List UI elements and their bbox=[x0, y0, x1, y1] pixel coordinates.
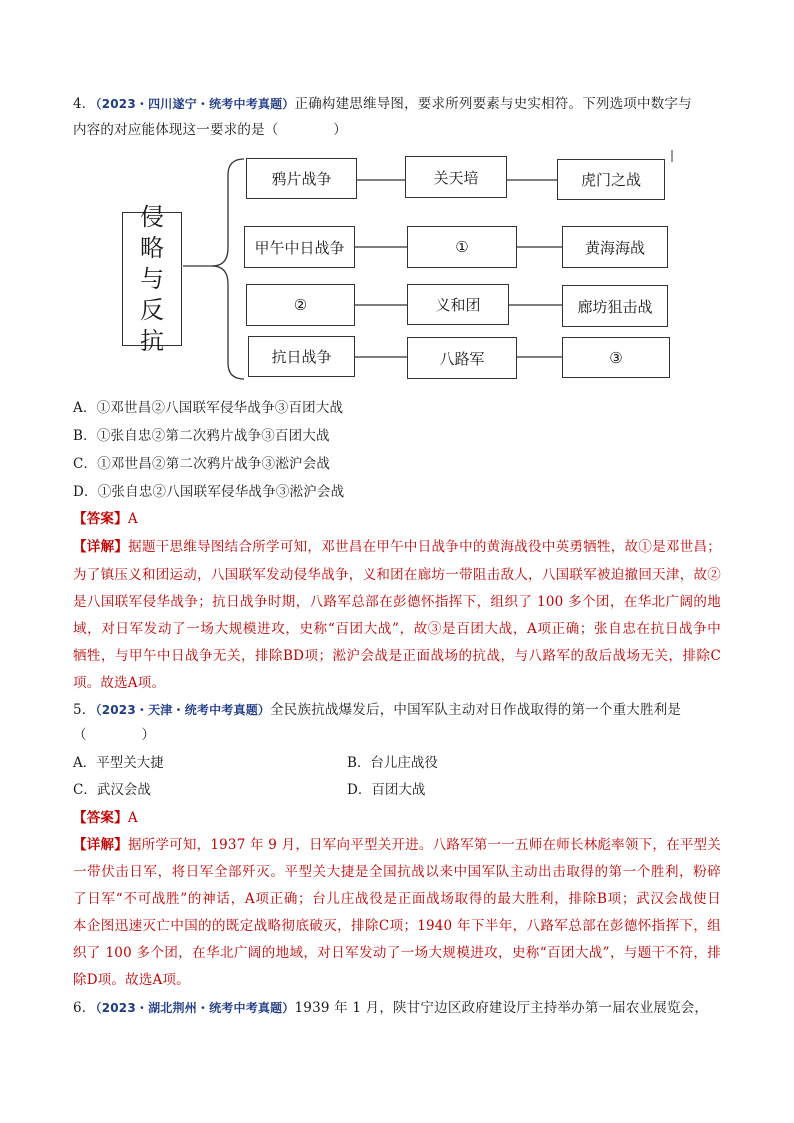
node-sino-japanese-war: 甲午中日战争 bbox=[244, 226, 355, 268]
node-blank-1: ① bbox=[407, 226, 517, 268]
q5-option-d: D．百团大战 bbox=[347, 782, 426, 798]
answer-label: 【答案】 bbox=[73, 810, 128, 826]
q4-option-d: D．①张自忠②八国联军侵华战争③淞沪会战 bbox=[73, 484, 345, 500]
q5-stem-line2: （ ） bbox=[73, 727, 156, 743]
q6-stem-text1: 1939 年 1 月，陕甘宁边区政府建设厅主持举办第一届农业展览会， bbox=[294, 1000, 709, 1016]
q5-detail-line: 本企图迅速灭亡中国的的既定战略彻底破灭，排除C项；1940 年下半年，八路军总部在彭德怀指挥下，组 bbox=[73, 918, 721, 934]
q5-option-b: B．台儿庄战役 bbox=[347, 755, 438, 771]
q4-answer bbox=[73, 509, 138, 529]
q4-detail-line: 牺牲，与甲午中日战争无关，排除BD项；淞沪会战是正面战场的抗战，与八路军的敌后战场无关，排除C bbox=[73, 648, 721, 664]
q4-detail-line bbox=[73, 537, 721, 557]
q4-stem-text1: 正确构建思维导图，要求所列要素与史实相符。下列选项中数字与 bbox=[294, 96, 692, 112]
node-boxers: 义和团 bbox=[407, 284, 509, 325]
detail-text: 据所学可知，1937 年 9 月，日军向平型关开进。八路军第一一五师在师长林彪率领下，在平型关 bbox=[127, 837, 721, 853]
answer-label: 【答案】 bbox=[73, 511, 128, 527]
q5-detail-line bbox=[73, 835, 721, 855]
answer-value: A bbox=[127, 810, 138, 826]
q4-stem-line1 bbox=[73, 94, 692, 114]
q5-detail-line: 织了 100 多个团，在华北广阔的地域，对日军发动了一场大规模进攻，史称“百团大战”，与题干不符，排 bbox=[73, 945, 721, 961]
mind-map-root bbox=[122, 202, 182, 355]
q4-option-b: B．①张自忠②第二次鸦片战争③百团大战 bbox=[73, 428, 330, 444]
q4-option-a: A．①邓世昌②八国联军侵华战争③百团大战 bbox=[73, 400, 344, 416]
q5-detail-line: 了日军“不可战胜”的神话，A项正确；台儿庄战役是正面战场取得的最大胜利，排除B项；武汉会战使日 bbox=[73, 891, 721, 907]
q4-detail-line: 域，对日军发动了一场大规模进攻，史称“百团大战”，故③是百团大战，A项正确；张自忠在抗日战争中 bbox=[73, 621, 721, 637]
detail-label: 【详解】 bbox=[73, 539, 129, 555]
q6-number: 6． bbox=[73, 1000, 96, 1016]
q5-stem-text1: 全民族抗战爆发后，中国军队主动对日作战取得的第一个重大胜利是 bbox=[270, 702, 682, 718]
q6-source: （2023・湖北荆州・统考中考真题） bbox=[95, 1001, 295, 1015]
q5-number: 5． bbox=[73, 702, 96, 718]
node-opium-war: 鸦片战争 bbox=[246, 158, 357, 199]
root-char: 反 bbox=[140, 295, 164, 324]
detail-label: 【详解】 bbox=[73, 837, 128, 853]
mind-map-connectors bbox=[0, 0, 794, 400]
node-yellow-sea-battle: 黄海海战 bbox=[562, 226, 668, 268]
detail-text: 据题干思维导图结合所学可知，邓世昌在甲午中日战争中的黄海战役中英勇牺牲，故①是邓世昌； bbox=[128, 539, 721, 555]
node-guan-tianpei: 关天培 bbox=[405, 156, 507, 198]
node-blank-3: ③ bbox=[562, 337, 670, 378]
q4-option-c: C．①邓世昌②第二次鸦片战争③淞沪会战 bbox=[73, 456, 331, 472]
q5-option-a: A．平型关大捷 bbox=[73, 755, 164, 771]
root-char: 抗 bbox=[140, 326, 164, 355]
q4-detail-line: 项。故选A项。 bbox=[73, 675, 166, 691]
q4-source: （2023・四川遂宁・统考中考真题） bbox=[95, 97, 295, 111]
q4-detail-line: 是八国联军侵华战争；抗日战争时期，八路军总部在彭德怀指挥下，组织了 100 多个团，在华北广阔的地 bbox=[73, 594, 721, 610]
q5-source: （2023・天津・统考中考真题） bbox=[95, 703, 271, 717]
q4-detail-line: 为了镇压义和团运动，八国联军发动侵华战争，义和团在廊坊一带阻击敌人，八国联军被迫撤回天津，故② bbox=[73, 567, 721, 583]
q5-stem-line1 bbox=[73, 700, 681, 720]
node-langfang-battle: 廊坊狙击战 bbox=[562, 285, 668, 327]
q5-detail-line: 一带伏击日军，将日军全部歼灭。平型关大捷是全国抗战以来中国军队主动出击取得的第一个胜利，粉碎 bbox=[73, 864, 721, 880]
node-humen-battle: 虎门之战 bbox=[557, 159, 665, 200]
q6-stem-line1 bbox=[73, 998, 708, 1018]
q5-option-c: C．武汉会战 bbox=[73, 782, 151, 798]
q4-stem-line2: 内容的对应能体现这一要求的是（ ） bbox=[73, 122, 347, 138]
node-eighth-route-army: 八路军 bbox=[407, 337, 517, 379]
root-char: 与 bbox=[140, 264, 164, 293]
q5-detail-line: 除D项。故选A项。 bbox=[73, 972, 190, 988]
root-char: 侵 bbox=[140, 202, 164, 231]
node-blank-2: ② bbox=[246, 284, 355, 326]
answer-value: A bbox=[127, 511, 138, 527]
node-anti-japanese-war: 抗日战争 bbox=[248, 336, 355, 377]
q5-answer bbox=[73, 808, 138, 828]
q4-number: 4． bbox=[73, 96, 96, 112]
root-char: 略 bbox=[140, 233, 164, 262]
